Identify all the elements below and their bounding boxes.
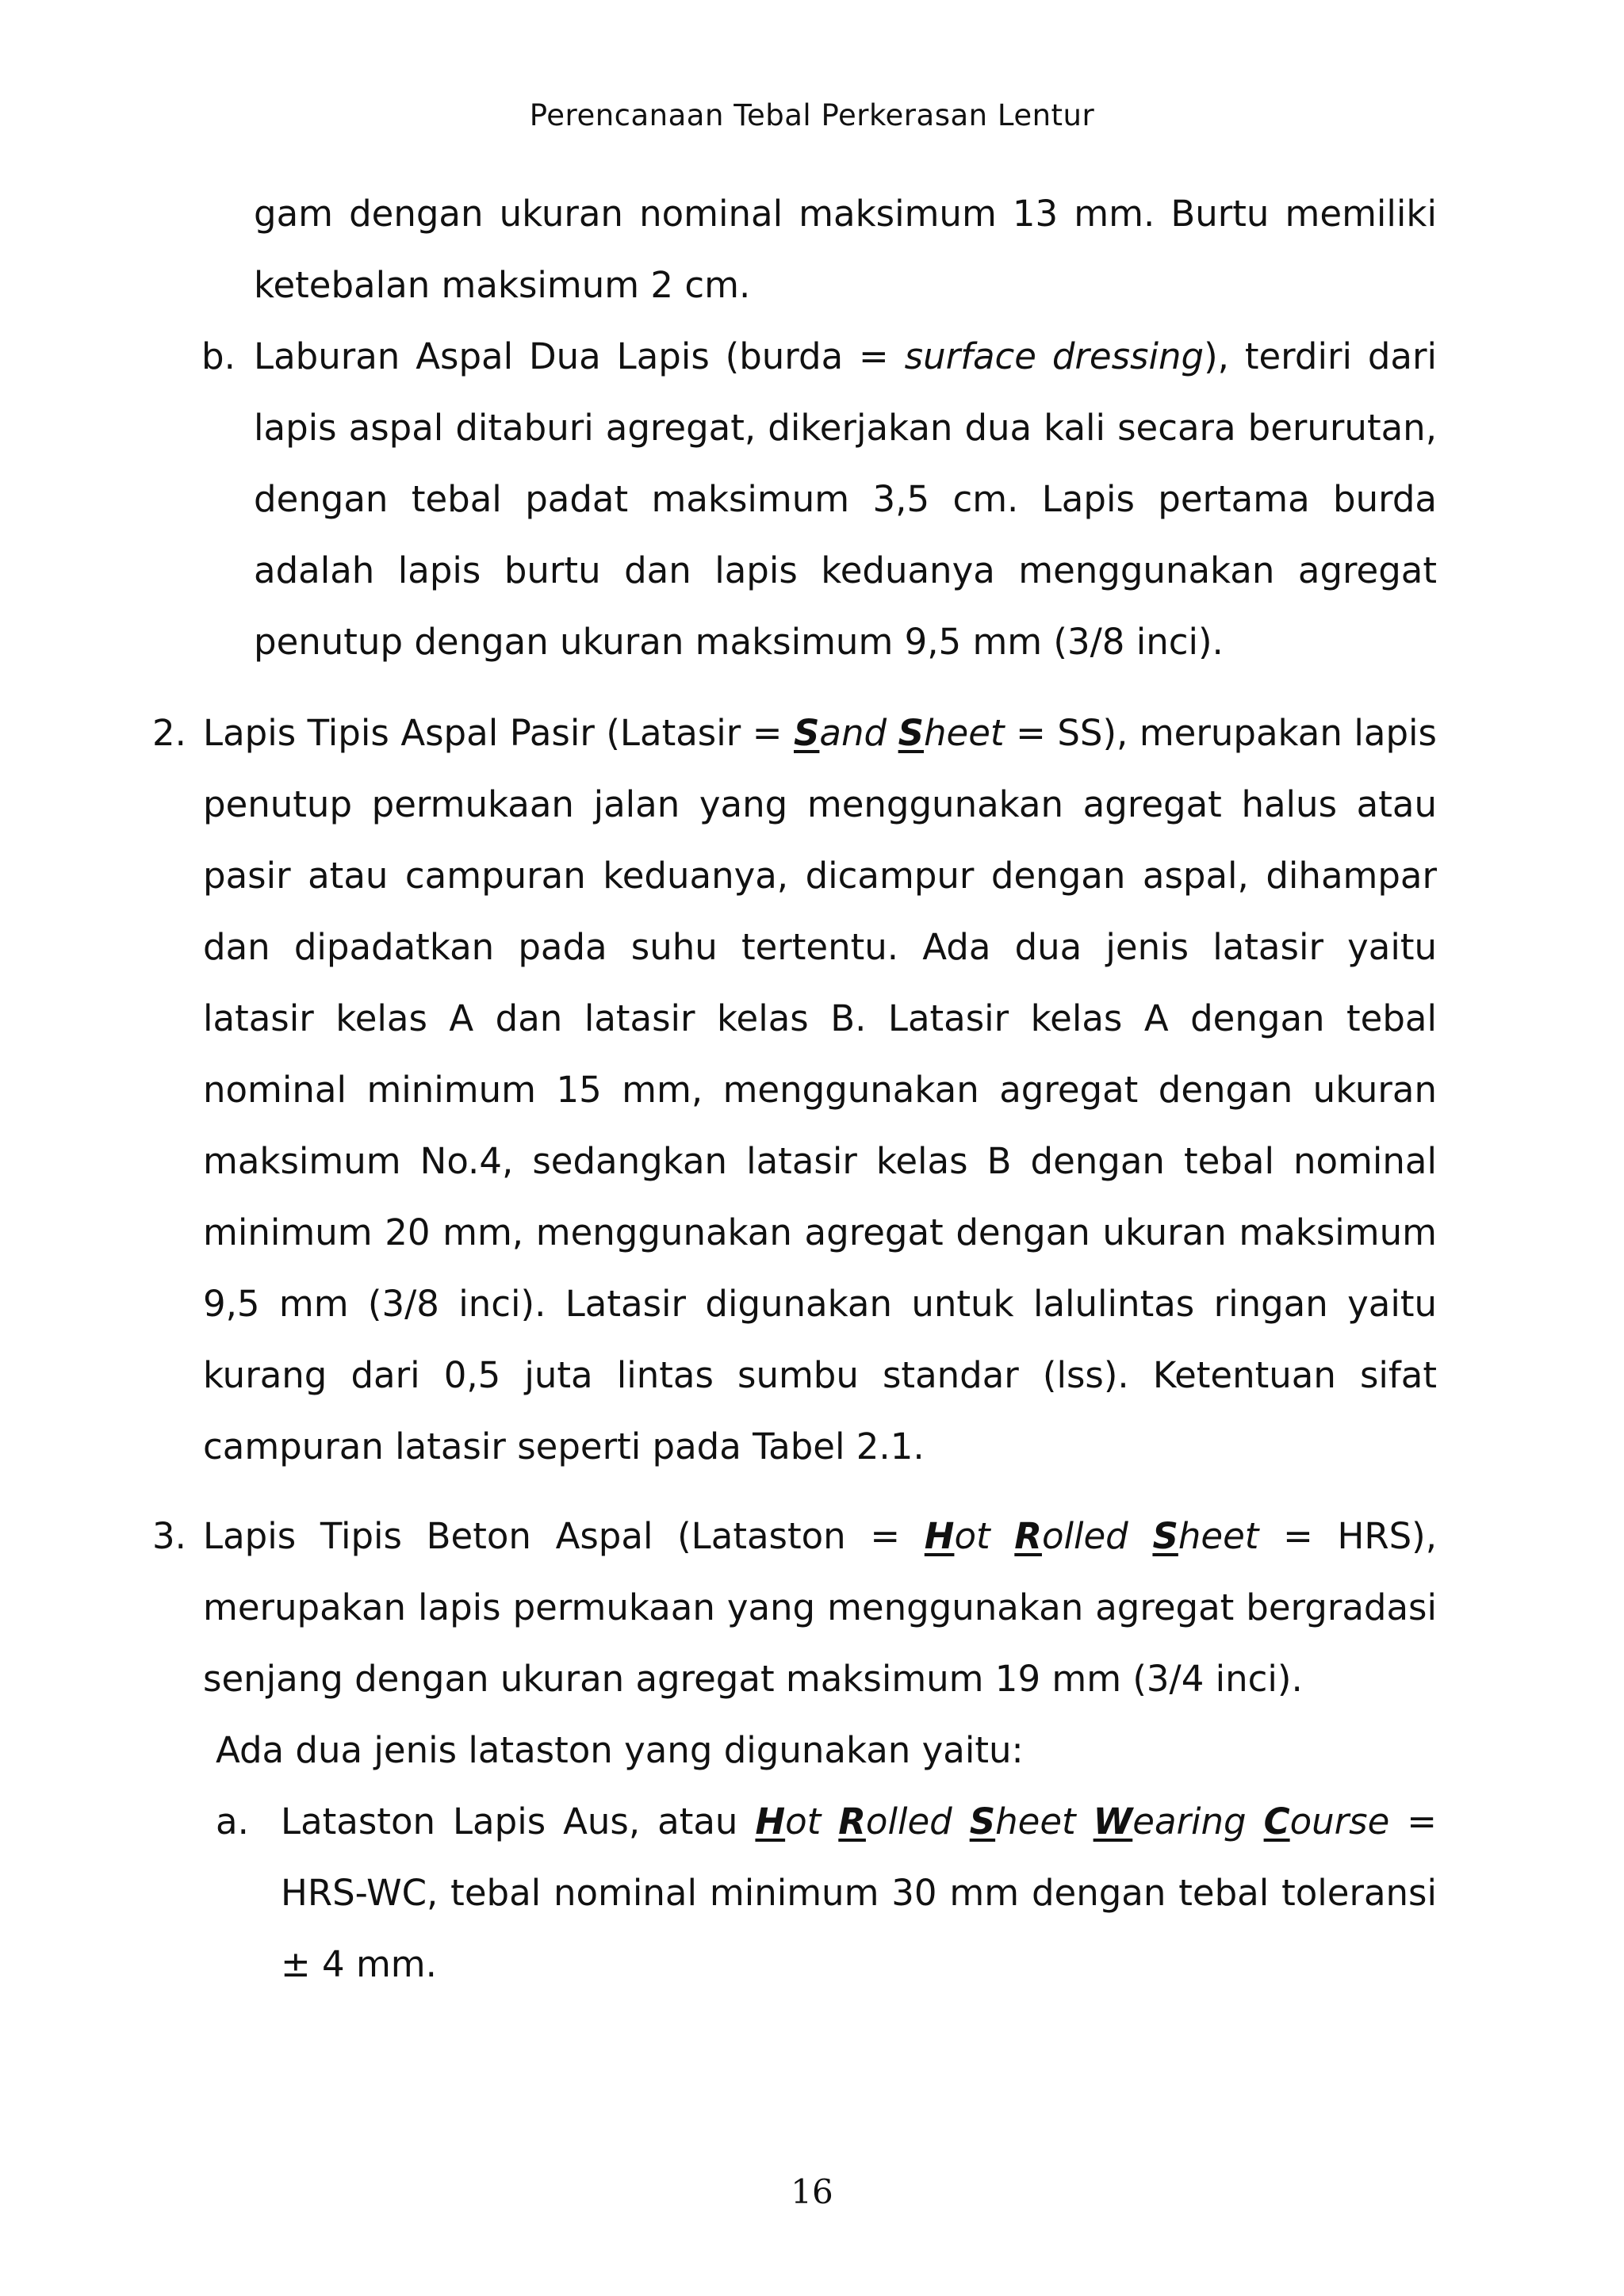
list-marker-a: a.	[216, 1800, 249, 1843]
item-3-word-ot: ot	[954, 1515, 1015, 1557]
item-2-text-1: Lapis Tipis Aspal Pasir (Latasir =	[203, 712, 794, 754]
page-number: 16	[791, 2172, 833, 2211]
item-a-initial-s: S	[969, 1800, 996, 1843]
item-3-word-olled: olled	[1041, 1515, 1153, 1557]
item-a-initial-h: H	[755, 1800, 786, 1843]
list-item-latasir	[203, 698, 1437, 1483]
list-item-lataston	[203, 1501, 1437, 1715]
item-a-word-ourse: ourse	[1289, 1800, 1390, 1843]
item-2-initial-s2: S	[898, 712, 925, 754]
item-a-word-earing: earing	[1132, 1800, 1264, 1843]
item-a-text-1: Lataston Lapis Aus, atau	[281, 1800, 756, 1843]
item-3-word-heet: heet	[1178, 1515, 1259, 1557]
lataston-intro: Ada dua jenis lataston yang digunakan yaitu:	[216, 1729, 1024, 1771]
item-b-term-surface-dressing: surface dressing	[904, 335, 1205, 377]
item-a-initial-c: C	[1263, 1800, 1290, 1843]
item-3-initial-s: S	[1152, 1515, 1178, 1557]
item-b-text-2: ), terdiri dari lapis aspal ditaburi agregat, dikerjakan dua kali secara berurutan, dengan tebal padat maksimum 3,5 cm. Lapis pertama burda adalah lapis burtu dan lapis keduanya menggunakan agregat penutup dengan ukuran maksimum 9,5 mm (3/8 inci).	[254, 335, 1437, 663]
item-a-initial-w: W	[1093, 1800, 1133, 1843]
item-2-initial-s: S	[794, 712, 820, 754]
item-3-initial-r: R	[1014, 1515, 1042, 1557]
item-3-text-2: = HRS), merupakan lapis permukaan yang menggunakan agregat bergradasi senjang dengan ukuran agregat maksimum 19 mm (3/4 inci).	[203, 1515, 1438, 1700]
item-a-word-ot: ot	[785, 1800, 839, 1843]
item-2-word-heet: heet	[924, 712, 1005, 754]
item-a-initial-r: R	[838, 1800, 866, 1843]
list-marker-2: 2.	[152, 712, 186, 754]
item-2-word-and: and	[819, 712, 898, 754]
list-marker-b: b.	[201, 335, 236, 377]
item-3-text-1: Lapis Tipis Beton Aspal (Lataston =	[203, 1515, 925, 1557]
carryover-paragraph: gam dengan ukuran nominal maksimum 13 mm. Burtu memiliki ketebalan maksimum 2 cm.	[254, 193, 1437, 306]
list-item-burda	[254, 321, 1437, 678]
item-a-word-heet: heet	[995, 1800, 1094, 1843]
list-marker-3: 3.	[152, 1515, 186, 1557]
item-a-abbrev-hrs-wc: HRS-WC	[281, 1872, 427, 1914]
item-b-text-1: Laburan Aspal Dua Lapis (burda =	[254, 335, 905, 377]
list-item-hrs-wc	[281, 1786, 1437, 2000]
item-a-text-3: , tebal nominal minimum 30 mm dengan tebal toleransi ± 4 mm.	[281, 1872, 1437, 1985]
item-3-initial-h: H	[924, 1515, 955, 1557]
item-2-text-2: = SS), merupakan lapis penutup permukaan jalan yang menggunakan agregat halus atau pasir atau campuran keduanya, dicampur dengan aspal, dihampar dan dipadatkan pada suhu tertentu. Ada dua jenis latasir yaitu latasir kelas A dan latasir kelas B. Latasir kelas A dengan tebal nominal minimum 15 mm, menggunakan agregat dengan ukuran maksimum No.4, sedangkan latasir kelas B dengan tebal nominal minimum 20 mm, menggunakan agregat dengan ukuran maksimum 9,5 mm (3/8 inci). Latasir digunakan untuk lalulintas ringan yaitu kurang dari 0,5 juta lintas sumbu standar (lss). Ketentuan sifat campuran latasir seperti pada Tabel 2.1.	[203, 712, 1437, 1468]
item-a-word-olled: olled	[865, 1800, 970, 1843]
running-header: Perencanaan Tebal Perkerasan Lentur	[529, 98, 1095, 132]
item-a-text-2: =	[1389, 1800, 1437, 1843]
